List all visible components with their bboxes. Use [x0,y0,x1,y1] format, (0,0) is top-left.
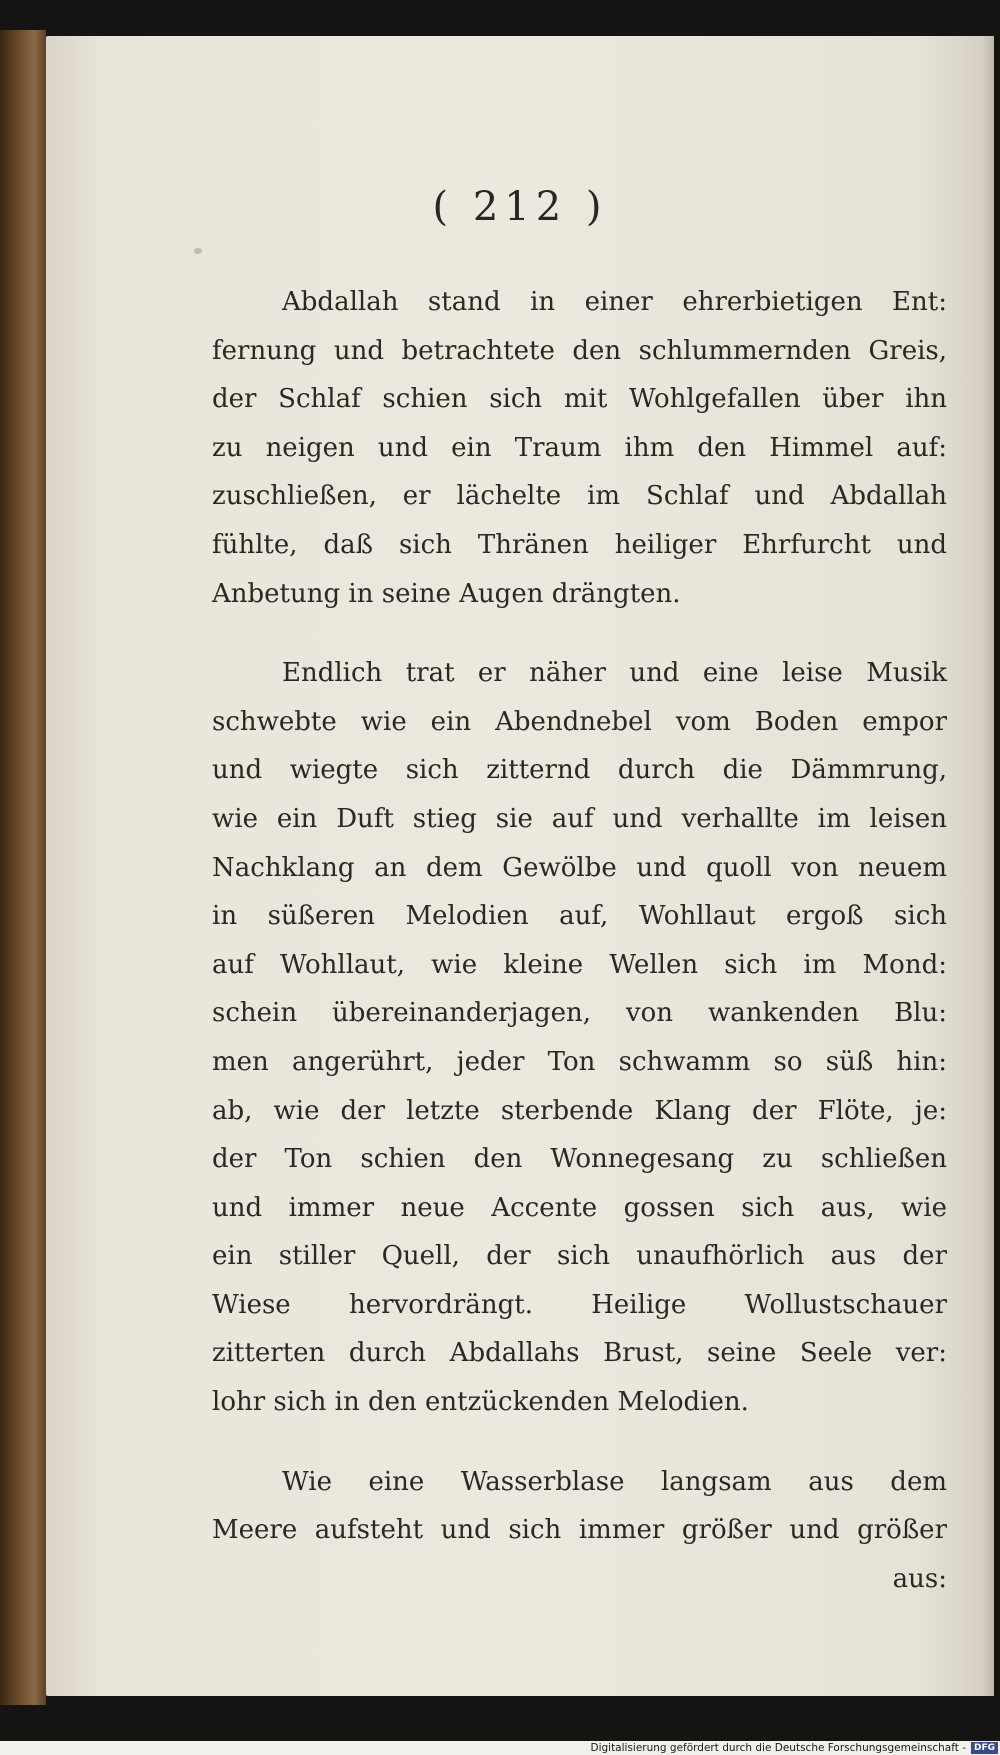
catchword-row [212,1555,947,1604]
paragraph-2 [212,649,947,1427]
text-line: lohr sich in den entzückenden Melodien. [212,1387,749,1418]
page-edge [984,36,994,1696]
text-line: zuschließen, er lächelte im Schlaf und Abdallah [212,481,947,512]
text-block [212,278,947,1603]
text-line: Meere aufsteht und sich immer größer und größer [212,1515,947,1546]
text-line: Nachklang an dem Gewölbe und quoll von neuem [212,852,947,883]
dfg-logo: DFG [971,1742,998,1754]
book-spine [0,30,46,1705]
ink-smudge [194,248,202,254]
digitization-credit: Digitalisierung gefördert durch die Deutsche Forschungsgemeinschaft - [590,1742,966,1754]
paragraph-3 [212,1458,947,1555]
paragraph-gap [212,618,947,649]
text-line: fernung und betrachtete den schlummernden Greis, [212,335,947,366]
text-line: auf Wohllaut, wie kleine Wellen sich im Mond: [212,949,947,980]
page-number: ( 212 ) [432,184,608,230]
paragraph-gap [212,1427,947,1458]
text-line: der Schlaf schien sich mit Wohlgefallen über ihn [212,384,947,415]
text-line: Wie eine Wasserblase langsam aus dem [282,1466,947,1497]
text-line: und immer neue Accente gossen sich aus, wie [212,1192,947,1223]
text-line: und wiegte sich zitternd durch die Dämmrung, [212,755,947,786]
text-line: ab, wie der letzte sterbende Klang der Flöte, je: [212,1095,947,1126]
text-line: fühlte, daß sich Thränen heiliger Ehrfurcht und [212,529,947,560]
text-line: in süßeren Melodien auf, Wohllaut ergoß sich [212,901,947,932]
paragraph-1 [212,278,947,618]
text-line: zu neigen und ein Traum ihm den Himmel auf: [212,432,947,463]
text-line: Abdallah stand in einer ehrerbietigen Ent: [282,287,947,317]
text-line: der Ton schien den Wonnegesang zu schließen [212,1144,947,1175]
text-line: ein stiller Quell, der sich unaufhörlich aus der [212,1241,947,1272]
catchword: aus: [892,1563,947,1594]
text-line: Wiese hervordrängt. Heilige Wollustschauer [212,1289,947,1320]
text-line: men angerührt, jeder Ton schwamm so süß hin: [212,1046,947,1077]
text-line: Endlich trat er näher und eine leise Musik [282,658,947,689]
text-line: Anbetung in seine Augen drängten. [212,578,681,609]
text-line: schwebte wie ein Abendnebel vom Boden empor [212,706,947,737]
text-line: schein übereinanderjagen, von wankenden Blu: [212,998,947,1029]
text-line: wie ein Duft stieg sie auf und verhallte im leisen [212,803,947,834]
footer-bar [0,1741,1000,1755]
book-page [46,36,994,1696]
text-line: zitterten durch Abdallahs Brust, seine Seele ver: [212,1338,947,1369]
